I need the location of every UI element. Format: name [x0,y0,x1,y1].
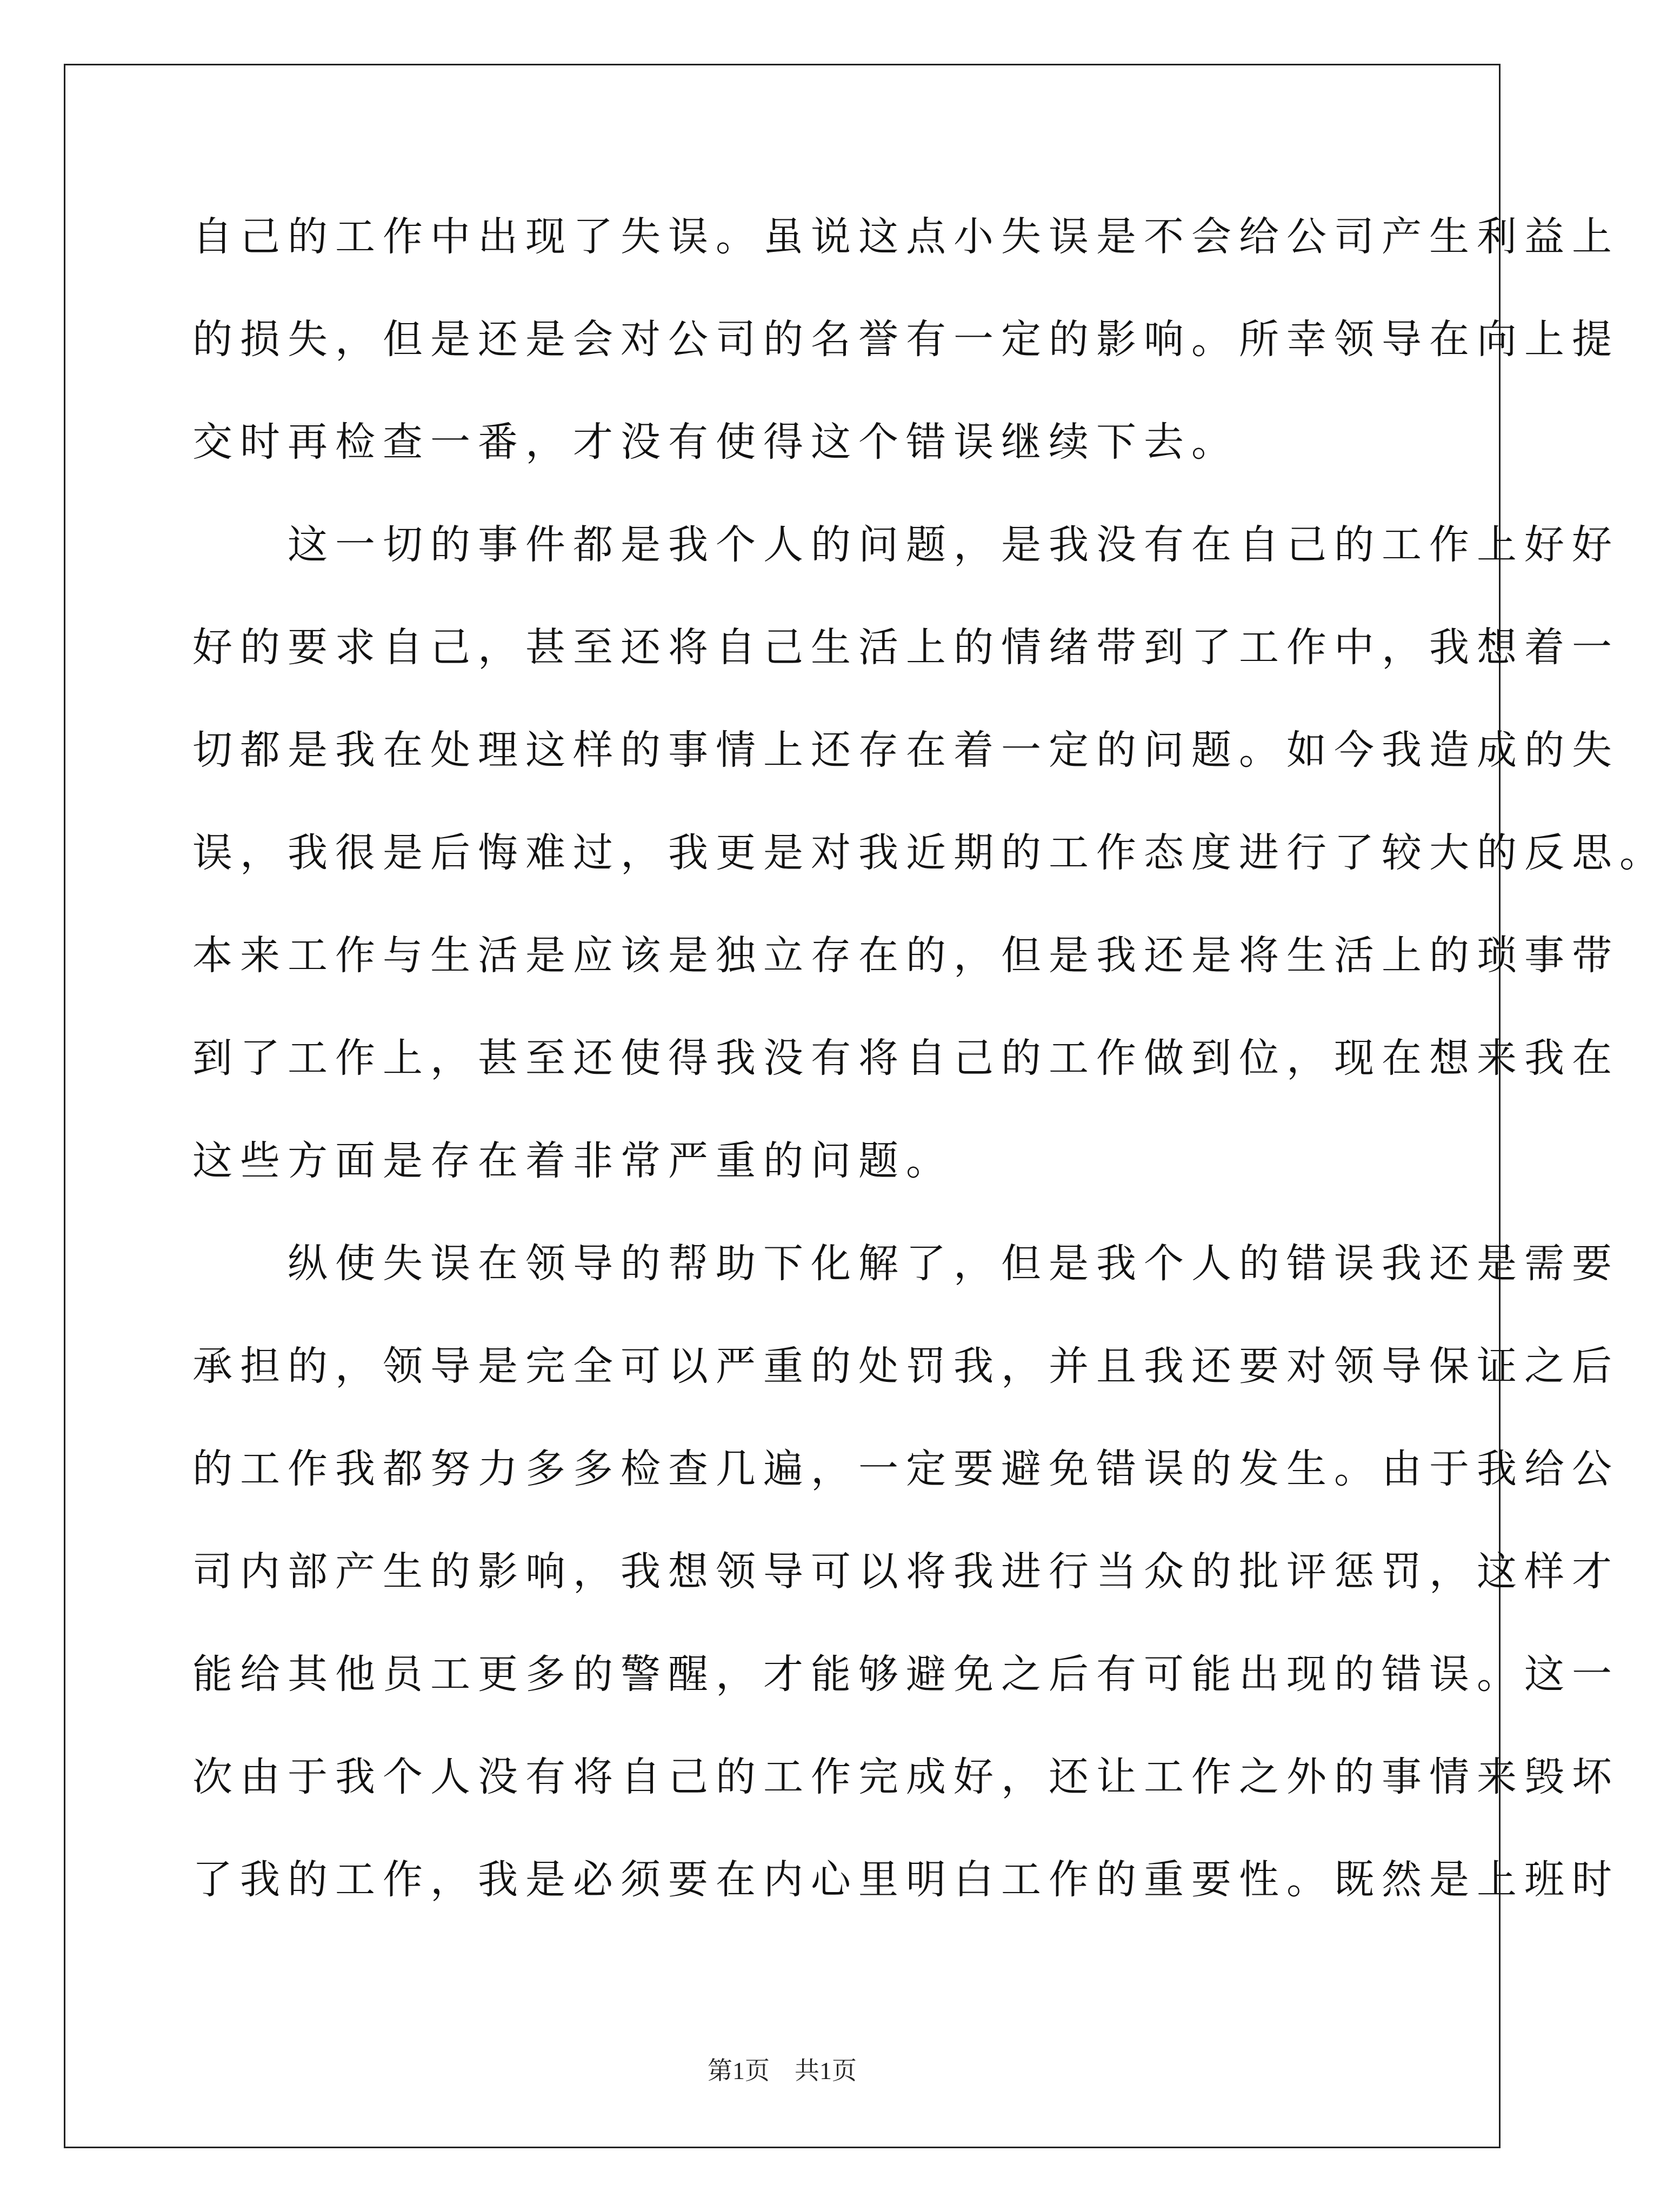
text-line: 这些方面是存在着非常严重的问题。 [192,1138,953,1184]
text-line: 了我的工作，我是必须要在内心里明白工作的重要性。既然是上班时 [192,1856,1619,1903]
text-line: 切都是我在处理这样的事情上还存在着一定的问题。如今我造成的失 [192,727,1619,773]
text-line: 承担的，领导是完全可以严重的处罚我，并且我还要对领导保证之后 [192,1343,1619,1389]
text-line: 到了工作上，甚至还使得我没有将自己的工作做到位，现在想来我在 [192,1035,1619,1081]
text-line: 次由于我个人没有将自己的工作完成好，还让工作之外的事情来毁坏 [192,1754,1619,1800]
text-line: 能给其他员工更多的警醒，才能够避免之后有可能出现的错误。这一 [192,1651,1619,1698]
text-line: 本来工作与生活是应该是独立存在的，但是我还是将生活上的琐事带 [192,932,1619,979]
text-line: 司内部产生的影响，我想领导可以将我进行当众的批评惩罚，这样才 [192,1548,1619,1595]
text-line: 这一切的事件都是我个人的问题，是我没有在自己的工作上好好 [192,522,1619,568]
text-line: 好的要求自己，甚至还将自己生活上的情绪带到了工作中，我想着一 [192,624,1619,671]
text-line: 自己的工作中出现了失误。虽说这点小失误是不会给公司产生利益上 [192,213,1619,260]
text-line: 误，我很是后悔难过，我更是对我近期的工作态度进行了较大的反思。 [192,830,1667,876]
text-line: 的工作我都努力多多检查几遍，一定要避免错误的发生。由于我给公 [192,1446,1619,1492]
page-footer: 第1页 共1页 [708,2057,857,2084]
document-body [192,207,1667,1953]
text-line: 交时再检查一番，才没有使得这个错误继续下去。 [192,419,1239,465]
text-line: 的损失，但是还是会对公司的名誉有一定的影响。所幸领导在向上提 [192,316,1619,363]
text-line: 纵使失误在领导的帮助下化解了，但是我个人的错误我还是需要 [192,1240,1619,1287]
